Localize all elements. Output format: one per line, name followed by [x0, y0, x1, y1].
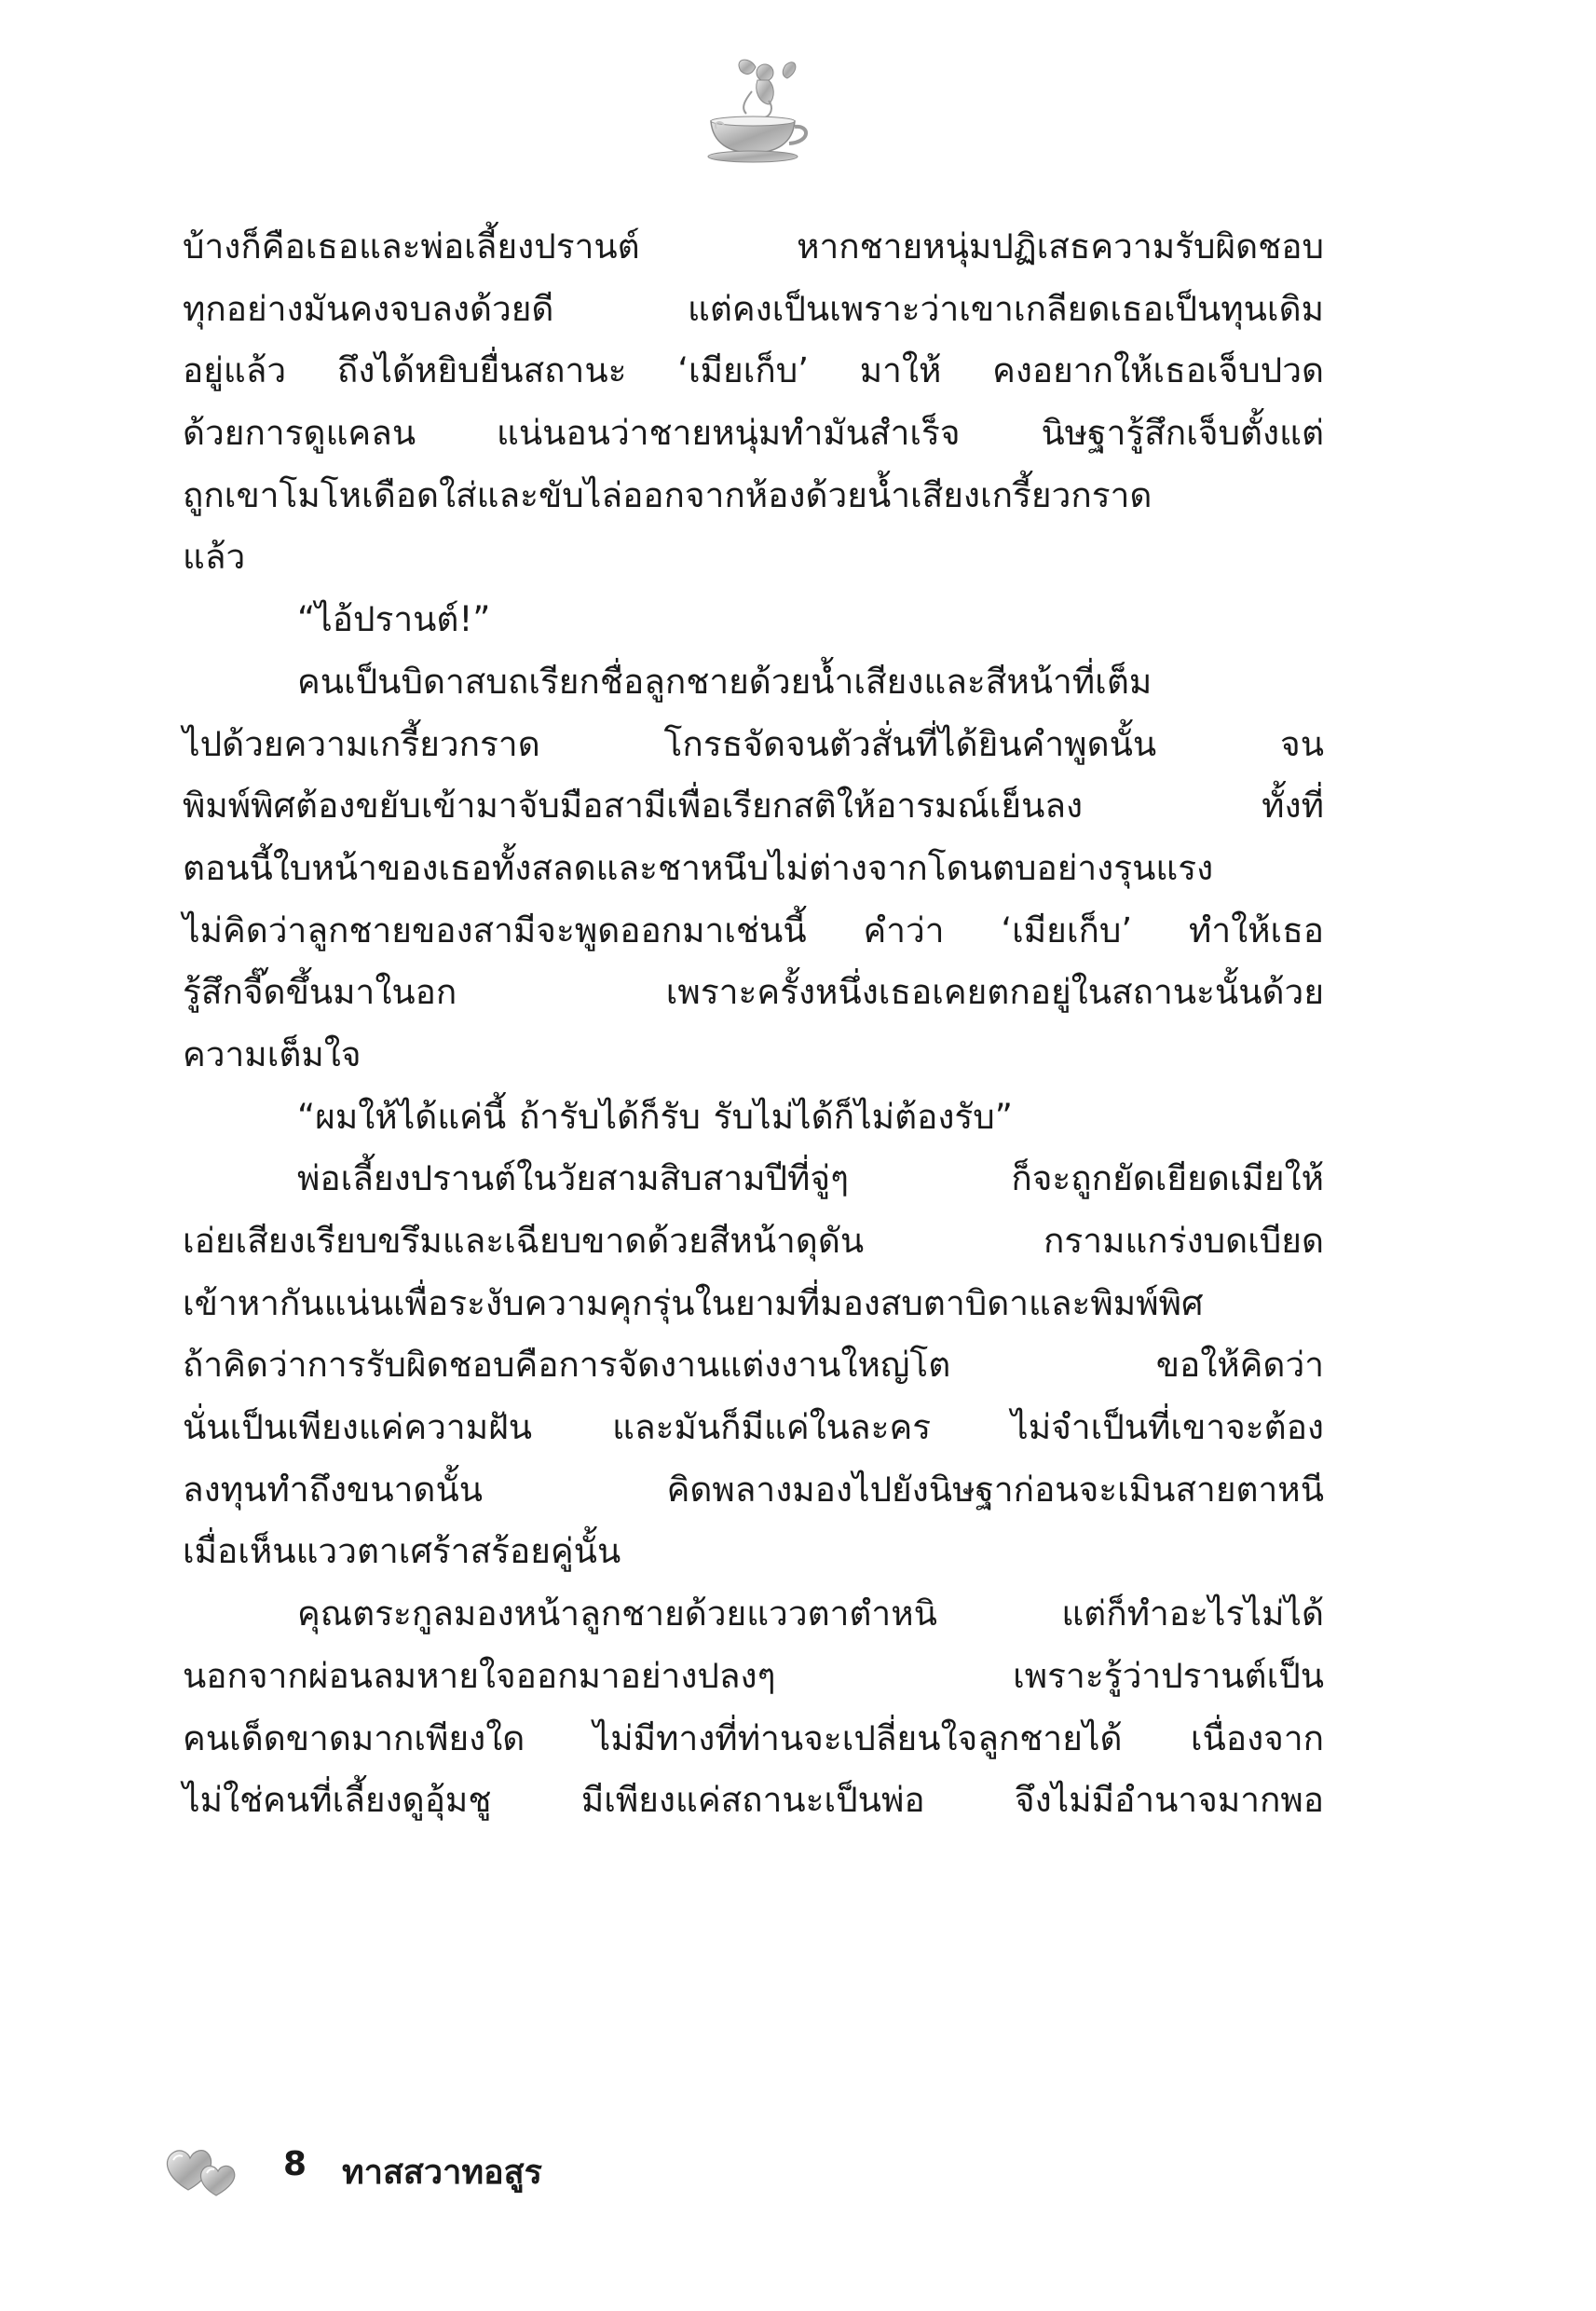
dialogue-line: “ผมให้ได้แค่นี้ ถ้ารับได้ก็รับ รับไม่ได้ก็ไม่ต้องรับ”	[297, 1096, 1013, 1137]
text-line: เอ่ยเสียงเรียบขรึมและเฉียบขาดด้วยสีหน้าดุดัน กรามแกร่งบดเบียด	[183, 1221, 1324, 1261]
text-line: ตอนนี้ใบหน้าของเธอทั้งสลดและชาหนึบไม่ต่างจากโดนตบอย่างรุนแรง	[183, 847, 1214, 888]
text-line: บ้างก็คือเธอและพ่อเลี้ยงปรานต์ หากชายหนุ่มปฏิเสธความรับผิดชอบ	[183, 226, 1324, 267]
text-line: เมื่อเห็นแววตาเศร้าสร้อยคู่นั้น	[183, 1531, 621, 1572]
text-line: แล้ว	[183, 537, 246, 578]
text-line: นั่นเป็นเพียงแค่ความฝัน และมันก็มีแค่ในละคร ไม่จำเป็นที่เขาจะต้อง	[183, 1407, 1324, 1448]
hearts-icon	[160, 2136, 244, 2201]
text-line: ลงทุนทำถึงขนาดนั้น คิดพลางมองไปยังนิษฐาก่อนจะเมินสายตาหนี	[183, 1469, 1324, 1510]
text-line: ถ้าคิดว่าการรับผิดชอบคือการจัดงานแต่งงานใหญ่โต ขอให้คิดว่า	[183, 1345, 1324, 1386]
text-line: ทุกอย่างมันคงจบลงด้วยดี แต่คงเป็นเพราะว่าเขาเกลียดเธอเป็นทุนเดิม	[183, 288, 1324, 329]
text-line: คนเป็นบิดาสบถเรียกชื่อลูกชายด้วยน้ำเสียงและสีหน้าที่เต็ม	[297, 661, 1153, 702]
text-line: รู้สึกจี๊ดขึ้นมาในอก เพราะครั้งหนึ่งเธอเคยตกอยู่ในสถานะนั้นด้วย	[183, 972, 1324, 1013]
chapter-body	[183, 216, 1324, 1832]
text-line: คนเด็ดขาดมากเพียงใด ไม่มีทางที่ท่านจะเปลี่ยนใจลูกชายได้ เนื่องจาก	[183, 1717, 1324, 1758]
page-footer	[160, 2136, 719, 2203]
text-line: พ่อเลี้ยงปรานต์ในวัยสามสิบสามปีที่จู่ๆ ก็จะถูกยัดเยียดเมียให้	[297, 1158, 1324, 1199]
text-line: ด้วยการดูแคลน แน่นอนว่าชายหนุ่มทำมันสำเร็จ นิษฐารู้สึกเจ็บตั้งแต่	[183, 413, 1324, 454]
text-line: อยู่แล้ว ถึงได้หยิบยื่นสถานะ ‘เมียเก็บ’ มาให้ คงอยากให้เธอเจ็บปวด	[183, 350, 1324, 391]
dialogue-line: “ไอ้ปรานต์!”	[297, 599, 491, 640]
text-line: ไม่คิดว่าลูกชายของสามีจะพูดออกมาเช่นนี้ คำว่า ‘เมียเก็บ’ ทำให้เธอ	[183, 909, 1324, 950]
cupid-teacup-icon	[685, 54, 825, 166]
text-line: คุณตระกูลมองหน้าลูกชายด้วยแววตาตำหนิ แต่ก็ทำอะไรไม่ได้	[297, 1593, 1324, 1634]
text-line: ไปด้วยความเกรี้ยวกราด โกรธจัดจนตัวสั่นที่ได้ยินคำพูดนั้น จน	[183, 723, 1324, 764]
text-line: ความเต็มใจ	[183, 1033, 361, 1074]
text-line: ถูกเขาโมโหเดือดใส่และขับไล่ออกจากห้องด้วยน้ำเสียงเกรี้ยวกราด	[183, 474, 1153, 515]
page-number: 8	[283, 2145, 307, 2183]
book-title: ทาสสวาทอสูร	[342, 2154, 542, 2192]
text-line: พิมพ์พิศต้องขยับเข้ามาจับมือสามีเพื่อเรียกสติให้อารมณ์เย็นลง ทั้งที่	[183, 786, 1324, 827]
text-line: นอกจากผ่อนลมหายใจออกมาอย่างปลงๆ เพราะรู้ว่าปรานต์เป็น	[183, 1655, 1324, 1696]
text-line: ไม่ใช่คนที่เลี้ยงดูอุ้มชู มีเพียงแค่สถานะเป็นพ่อ จึงไม่มีอำนาจมากพอ	[183, 1780, 1324, 1821]
text-line: เข้าหากันแน่นเพื่อระงับความคุกรุ่นในยามที่มองสบตาบิดาและพิมพ์พิศ	[183, 1282, 1204, 1323]
